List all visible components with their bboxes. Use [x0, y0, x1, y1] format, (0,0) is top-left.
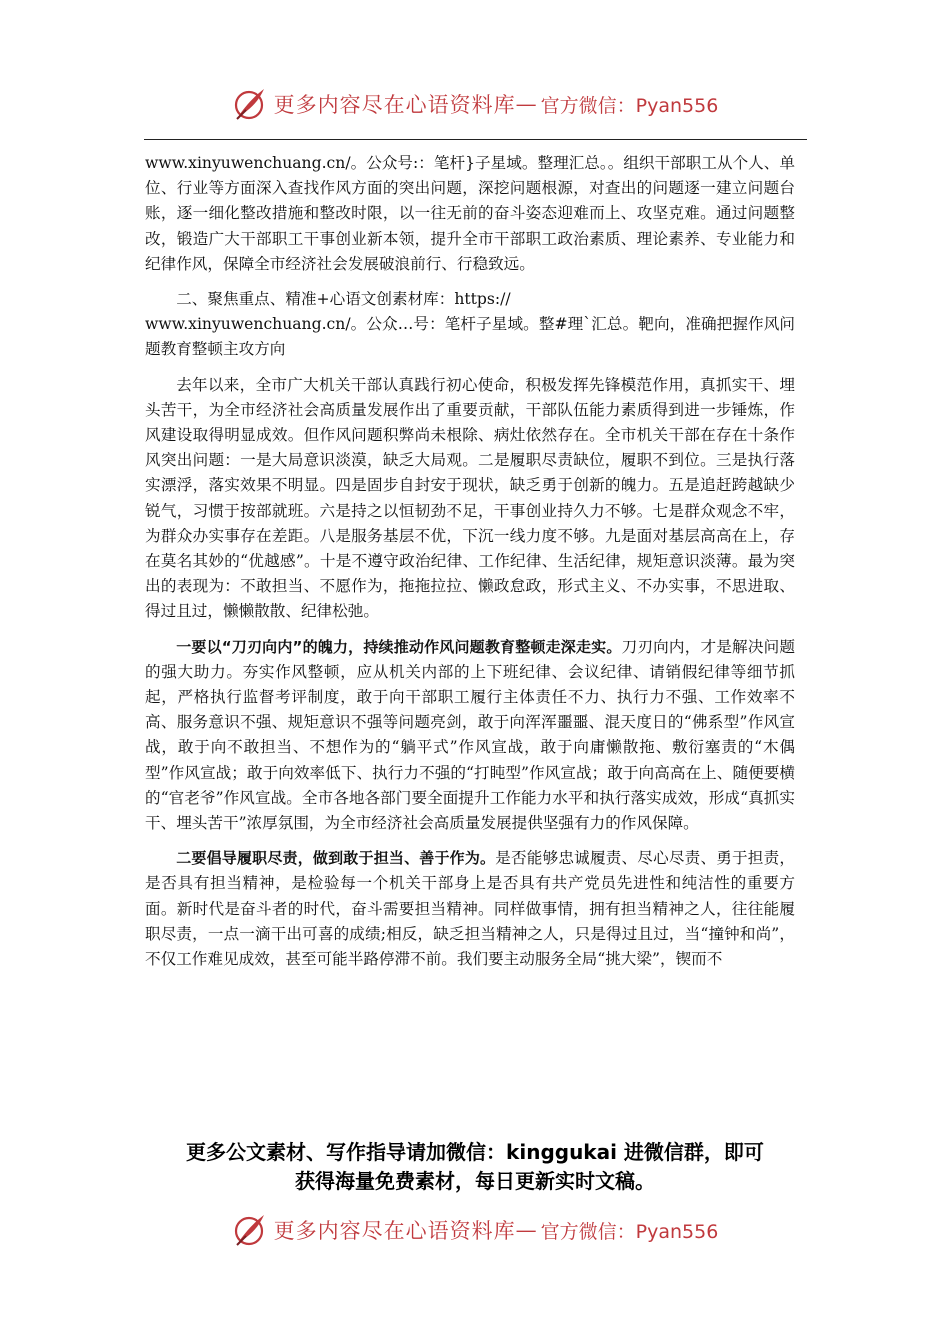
banner-separator: — — [515, 1218, 537, 1242]
paragraph-section1 — [145, 635, 795, 837]
quill-logo-icon — [232, 86, 268, 122]
paragraph-text: 刀刃向内，才是解决问题的强大助力。夯实作风整顿，应从机关内部的上下班纪律、会议纪律、请销假纪律等细节抓起，严格执行监督考评制度，敢于向干部职工履行主体责任不力、执行力不强、工作效率不高、服务意识不强、规矩意识不强等问题亮剑，敢于向浑浑噩噩、混天度日的“佛系型”作风宣战，敢于向不敢担当、不想作为的“躺平式”作风宣战，敢于向庸懒散拖、敷衍塞责的“木偶型”作风宣战；敢于向效率低下、执行力不强的“打盹型”作风宣战；敢于向高高在上、随便要横的“官老爷”作风宣战。全市各地各部门要全面提升工作能力水平和执行落实成效，形成“真抓实干、埋头苦干”浓厚氛围，为全市经济社会高质量发展提供坚强有力的作风保障。 — [145, 637, 795, 833]
document-body — [145, 151, 795, 982]
paragraph: 去年以来，全市广大机关干部认真践行初心使命，积极发挥先锋模范作用，真抓实干、埋头苦干，为全市经济社会高质量发展作出了重要贡献，干部队伍能力素质得到进一步锤炼，作风建设取得明显成效。但作风问题积弊尚未根除、病灶依然存在。全市机关干部在存在十条作风突出问题：一是大局意识淡漠，缺乏大局观。二是履职尽责缺位，履职不到位。三是执行落实漂浮，落实效果不明显。四是固步自封安于现状，缺乏勇于创新的魄力。五是追赶跨越缺少锐气，习惯于按部就班。六是持之以恒韧劲不足，干事创业持久力不够。七是群众观念不牢，为群众办实事存在差距。八是服务基层不优，下沉一线力度不够。九是面对基层高高在上，存在莫名其妙的“优越感”。十是不遵守政治纪律、工作纪律、生活纪律，规矩意识淡薄。最为突出的表现为：不敢担当、不愿作为，拖拖拉拉、懒政怠政，形式主义、不办实事，不思进取、得过且过，懒懒散散、纪律松弛。 — [145, 375, 795, 621]
promo-line: 获得海量免费素材，每日更新实时文稿。 — [295, 1169, 655, 1193]
footer-banner — [0, 1208, 950, 1252]
banner-wechat: 官方微信：Pyan556 — [540, 94, 719, 117]
header-banner — [0, 82, 950, 126]
banner-text: 更多内容尽在心语资料库 — [273, 1219, 516, 1243]
bold-lead: 一要以“刀刃向内”的魄力，持续推动作风问题教育整顿走深走实。 — [176, 637, 622, 656]
banner-text: 更多内容尽在心语资料库 — [273, 93, 516, 117]
section-heading: 二、聚焦重点、精准+心语文创素材库：https:// — [176, 290, 511, 309]
promo-line: 更多公文素材、写作指导请加微信：kinggukai 进微信群，即可 — [186, 1140, 764, 1164]
promo-notice — [100, 1138, 850, 1196]
header-rule — [144, 139, 807, 140]
banner-separator: — — [515, 92, 537, 116]
bold-lead: 二要倡导履职尽责，做到敢于担当、善于作为。 — [176, 849, 496, 868]
paragraph-text: 是否能够忠诚履责、尽心尽责、勇于担责，是否具有担当精神，是检验每一个机关干部身上是否具有共产党员先进性和纯洁性的重要方面。新时代是奋斗者的时代，奋斗需要担当精神。同样做事情，拥有担当精神之人，往往能履职尽责，一点一滴干出可喜的成绩;相反，缺乏担当精神之人，只是得过且过，当“撞钟和尚”，不仅工作难见成效，甚至可能半路停滞不前。我们要主动服务全局“挑大梁”，锲而不 — [145, 849, 795, 969]
banner-wechat: 官方微信：Pyan556 — [540, 1220, 719, 1243]
paragraph-section2 — [145, 846, 795, 972]
quill-logo-icon — [232, 1212, 268, 1248]
paragraph: www.xinyuwenchuang.cn/。公众号:：笔杆}子星域。整理汇总。。组织干部职工从个人、单位、行业等方面深入查找作风方面的突出问题，深挖问题根源，对查出的问题逐一建立问题台账，逐一细化整改措施和整改时限，以一往无前的奋斗姿态迎难而上、攻坚克难。通过问题整改，锻造广大干部职工干事创业新本领，提升全市干部职工政治素质、理论素养、专业能力和纪律作风，保障全市经济社会发展破浪前行、行稳致远。 — [145, 154, 795, 273]
section-heading-cont: www.xinyuwenchuang.cn/。公众…号：笔杆子星域。整#理`汇总。靶向，准确把握作风问题教育整顿主攻方向 — [145, 315, 795, 359]
